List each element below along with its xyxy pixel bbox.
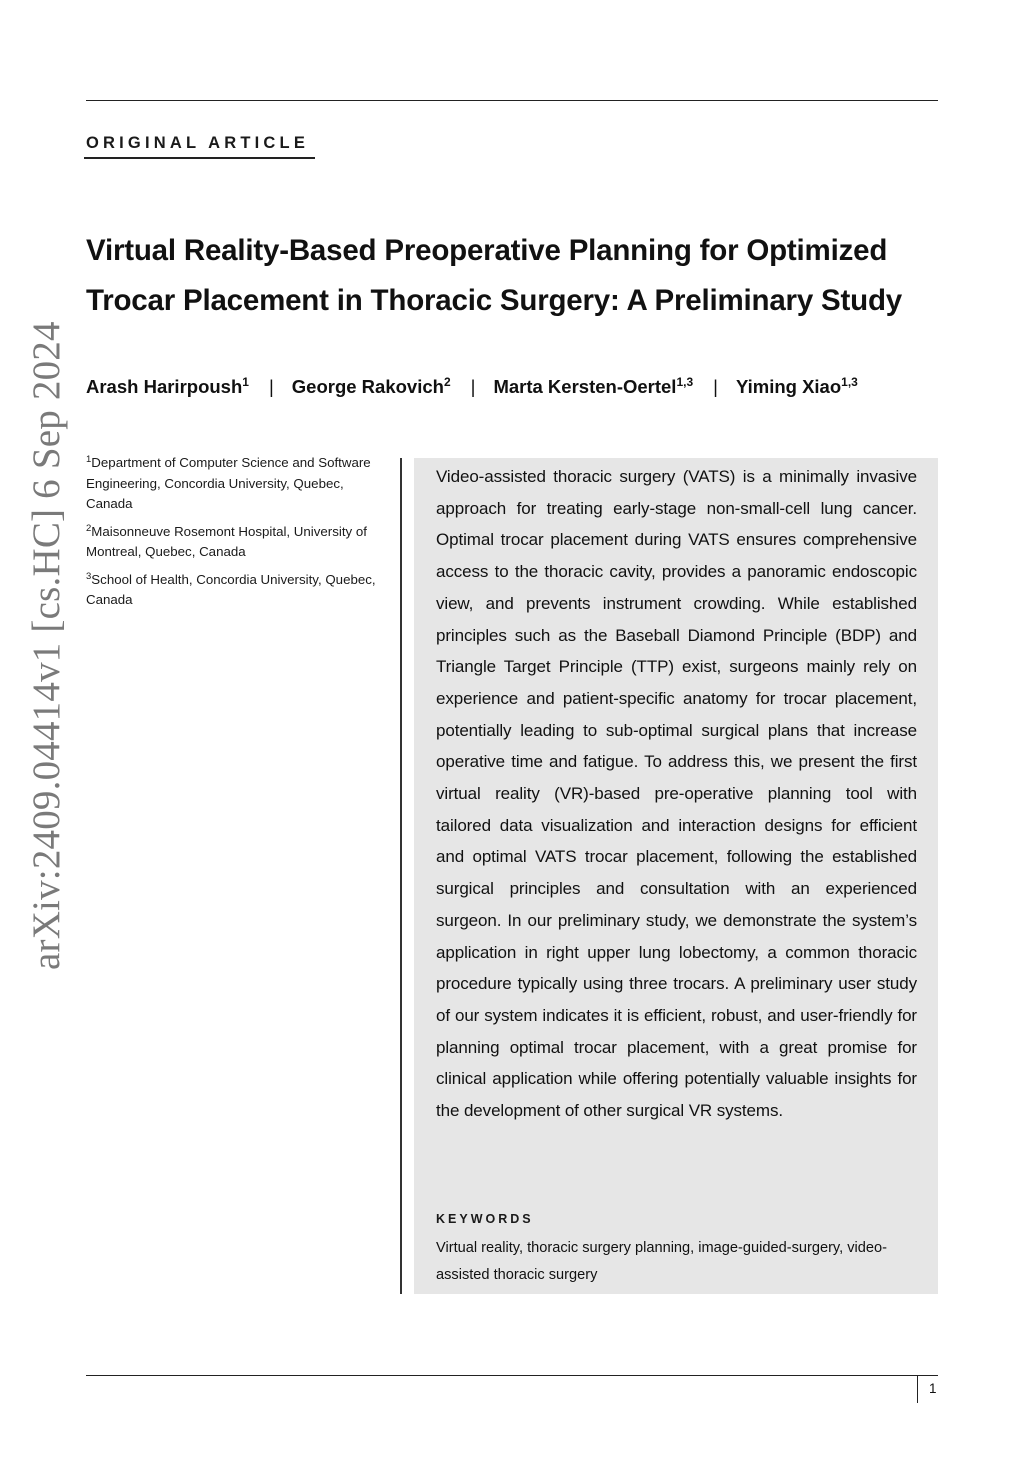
affiliation bbox=[86, 453, 386, 515]
page-number-divider bbox=[917, 1375, 918, 1403]
author-name: Yiming Xiao bbox=[735, 376, 842, 397]
author bbox=[493, 376, 693, 397]
author-separator: | bbox=[713, 376, 718, 397]
author-affiliation-mark: 2 bbox=[443, 375, 451, 389]
author-separator: | bbox=[470, 376, 476, 397]
author-affiliation-mark: 1,3 bbox=[841, 375, 858, 389]
author bbox=[292, 376, 451, 397]
author bbox=[86, 376, 249, 397]
author-list bbox=[86, 372, 946, 402]
affiliation-text: Maisonneuve Rosemont Hospital, University of Montreal, Quebec, Canada bbox=[86, 523, 367, 559]
author-affiliation-mark: 1,3 bbox=[676, 375, 694, 389]
affiliation bbox=[86, 522, 386, 563]
affiliation-number: 1 bbox=[86, 454, 92, 465]
footer-rule bbox=[86, 1375, 938, 1376]
abstract-side-rule bbox=[400, 458, 402, 1294]
author-affiliation-mark: 1 bbox=[242, 375, 249, 389]
affiliation-number: 2 bbox=[86, 522, 92, 534]
author-name: George Rakovich bbox=[291, 376, 444, 397]
keywords-text: Virtual reality, thoracic surgery planning, image-guided-surgery, video-assisted thoracic surgery bbox=[436, 1240, 888, 1283]
affiliation-text: School of Health, Concordia University, Quebec, Canada bbox=[86, 571, 376, 607]
author-name: Marta Kersten-Oertel bbox=[493, 376, 677, 397]
top-rule bbox=[86, 100, 938, 101]
page-number: 1 bbox=[929, 1381, 937, 1396]
author-name: Arash Harirpoush bbox=[86, 376, 243, 397]
arxiv-identifier: arXiv:2409.04414v1 [cs.HC] 6 Sep 2024 bbox=[25, 321, 68, 970]
affiliation-list bbox=[86, 453, 386, 618]
author-separator: | bbox=[268, 376, 274, 397]
affiliation-number: 3 bbox=[86, 570, 92, 582]
affiliation-text: Department of Computer Science and Software Engineering, Concordia University, Quebec, Canada bbox=[86, 455, 371, 511]
abstract-text: Video-assisted thoracic surgery (VATS) is a minimally invasive approach for treating early-stage non-small-cell lung cancer. Optimal trocar placement during VATS ensures comprehensive access to the thoracic cavity, provides a panoramic endoscopic view, and prevents instrument crowding. While established principles such as the Baseball Diamond Principle (BDP) and Triangle Target Principle (TTP) exist, surgeons mainly rely on experience and patient-specific anatomy for trocar placement, potentially leading to sub-optimal surgical plans that increase operative time and fatigue. To address this, we present the first virtual reality (VR)-based pre-operative planning tool with tailored data visualization and interaction designs for efficient and optimal VATS trocar placement, following the established surgical principles and consultation with an experienced surgeon. In our preliminary study, we demonstrate the system’s application in right upper lung lobectomy, a common thoracic procedure typically using three trocars. A preliminary user study of our system indicates it is efficient, robust, and user-friendly for planning optimal trocar placement, with a great promise for clinical application while offering potentially valuable insights for the development of other surgical VR systems. bbox=[436, 467, 917, 1121]
article-type-label: ORIGINAL ARTICLE bbox=[86, 134, 310, 152]
article-type-underline bbox=[84, 157, 315, 159]
author bbox=[736, 376, 858, 397]
affiliation bbox=[86, 570, 386, 611]
paper-title: Virtual Reality-Based Preoperative Planning for Optimized Trocar Placement in Thoracic Surgery: A Preliminary Study bbox=[86, 234, 902, 317]
keywords-heading: KEYWORDS bbox=[436, 1212, 534, 1226]
